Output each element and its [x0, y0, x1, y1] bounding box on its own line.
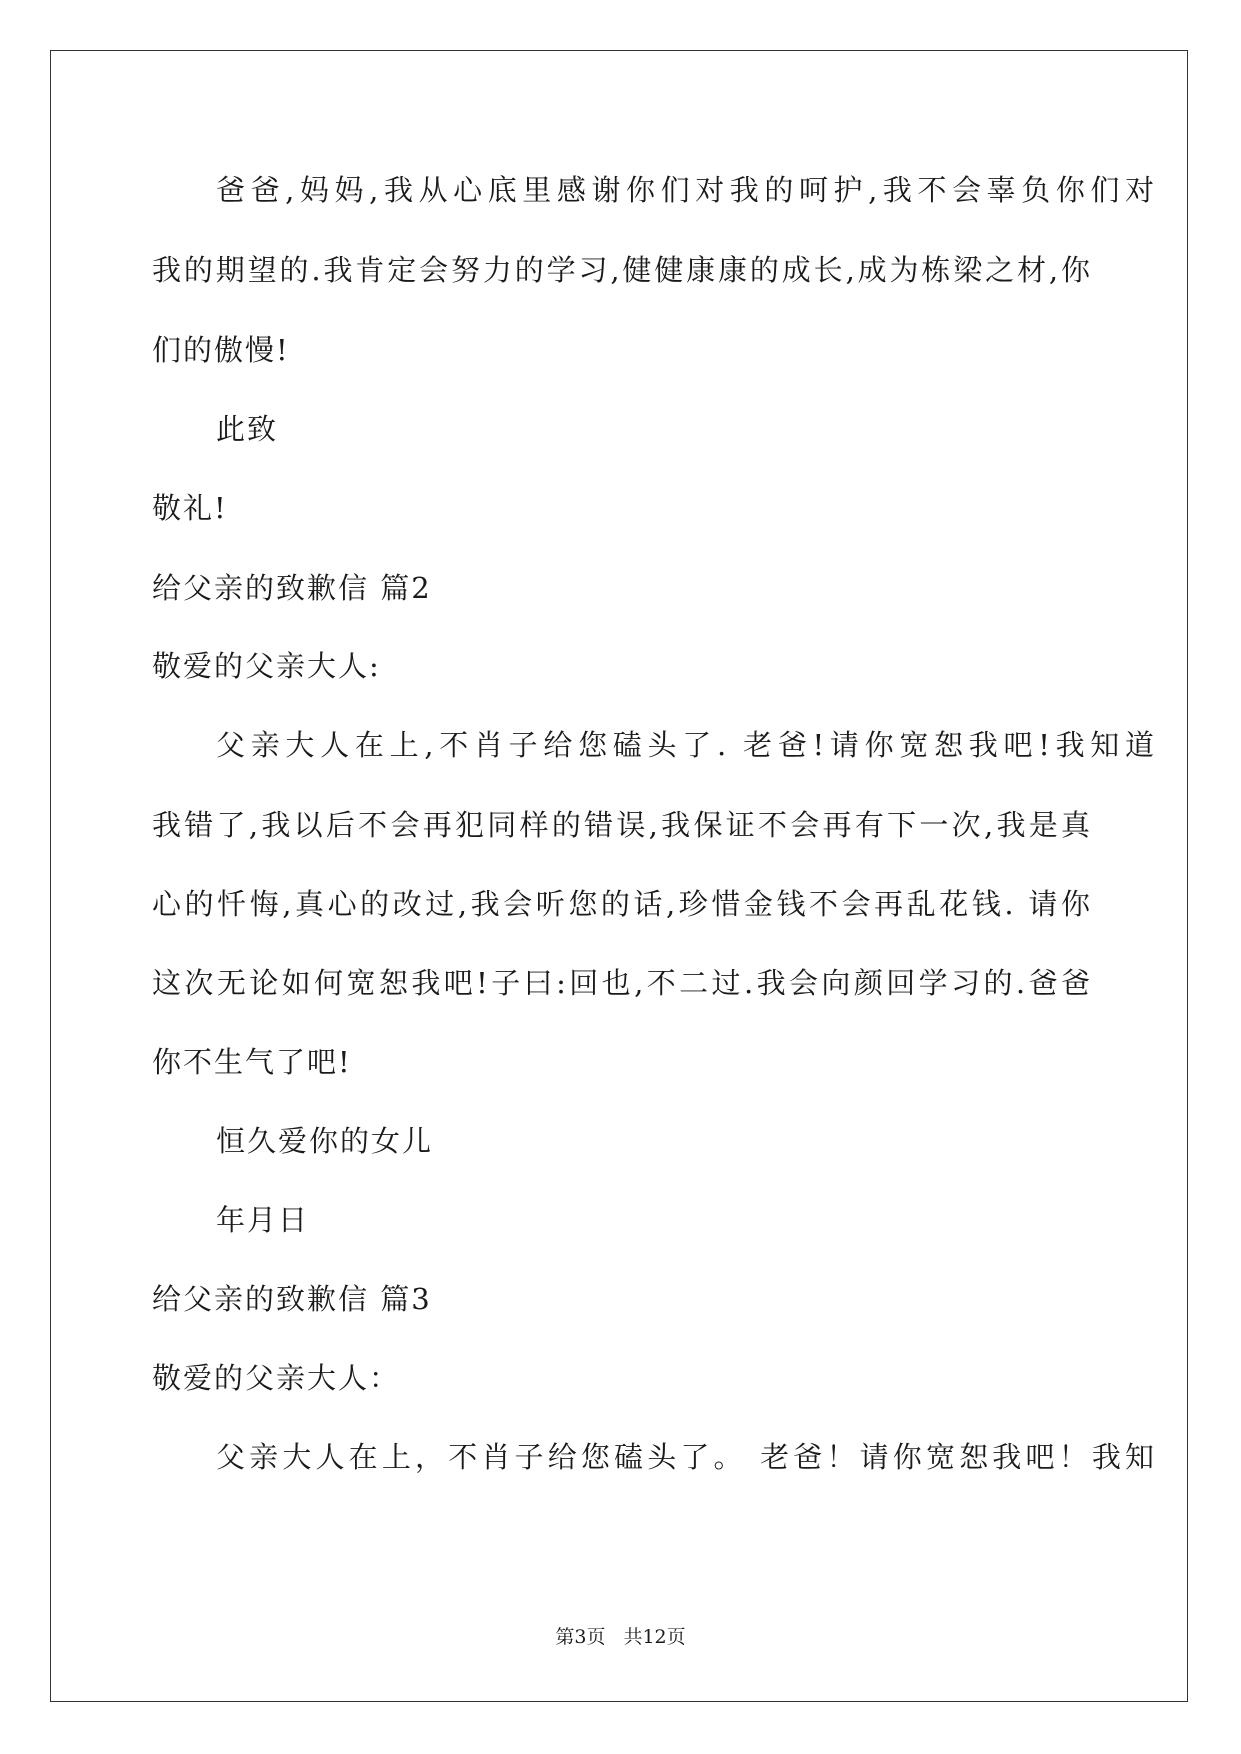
greeting-line: 敬爱的父亲大人：: [152, 1361, 401, 1395]
page-total: 共12页: [623, 1626, 686, 1648]
greeting-line: 敬爱的父亲大人:: [152, 649, 381, 683]
paragraph-line: 们的傲慢!: [152, 333, 290, 367]
paragraph-line: 这次无论如何宽恕我吧!子曰:回也,不二过.我会向颜回学习的.爸爸: [152, 966, 1092, 1000]
section-heading: 给父亲的致歉信 篇3: [152, 1282, 432, 1316]
paragraph-line: 心的忏悔,真心的改过,我会听您的话,珍惜金钱不会再乱花钱. 请你: [152, 887, 1092, 921]
paragraph-line: 父亲大人在上，不肖子给您磕头了。 老爸！请你宽恕我吧！我知: [216, 1440, 1156, 1474]
paragraph-line: 父亲大人在上,不肖子给您磕头了. 老爸!请你宽恕我吧!我知道: [216, 728, 1156, 762]
paragraph-line: 你不生气了吧!: [152, 1045, 352, 1079]
page-footer: [0, 1622, 1241, 1649]
paragraph-line: 我错了,我以后不会再犯同样的错误,我保证不会再有下一次,我是真: [152, 808, 1092, 842]
salutation-line: 敬礼!: [152, 491, 228, 525]
signature-line: 恒久爱你的女儿: [216, 1124, 434, 1158]
closing-line: 此致: [216, 412, 279, 446]
paragraph-line: 爸爸,妈妈,我从心底里感谢你们对我的呵护,我不会辜负你们对: [216, 173, 1156, 207]
date-line: 年月日: [216, 1203, 310, 1237]
section-heading: 给父亲的致歉信 篇2: [152, 571, 432, 605]
page-number: 第3页: [555, 1626, 606, 1648]
paragraph-line: 我的期望的.我肯定会努力的学习,健健康康的成长,成为栋梁之材,你: [152, 253, 1092, 287]
